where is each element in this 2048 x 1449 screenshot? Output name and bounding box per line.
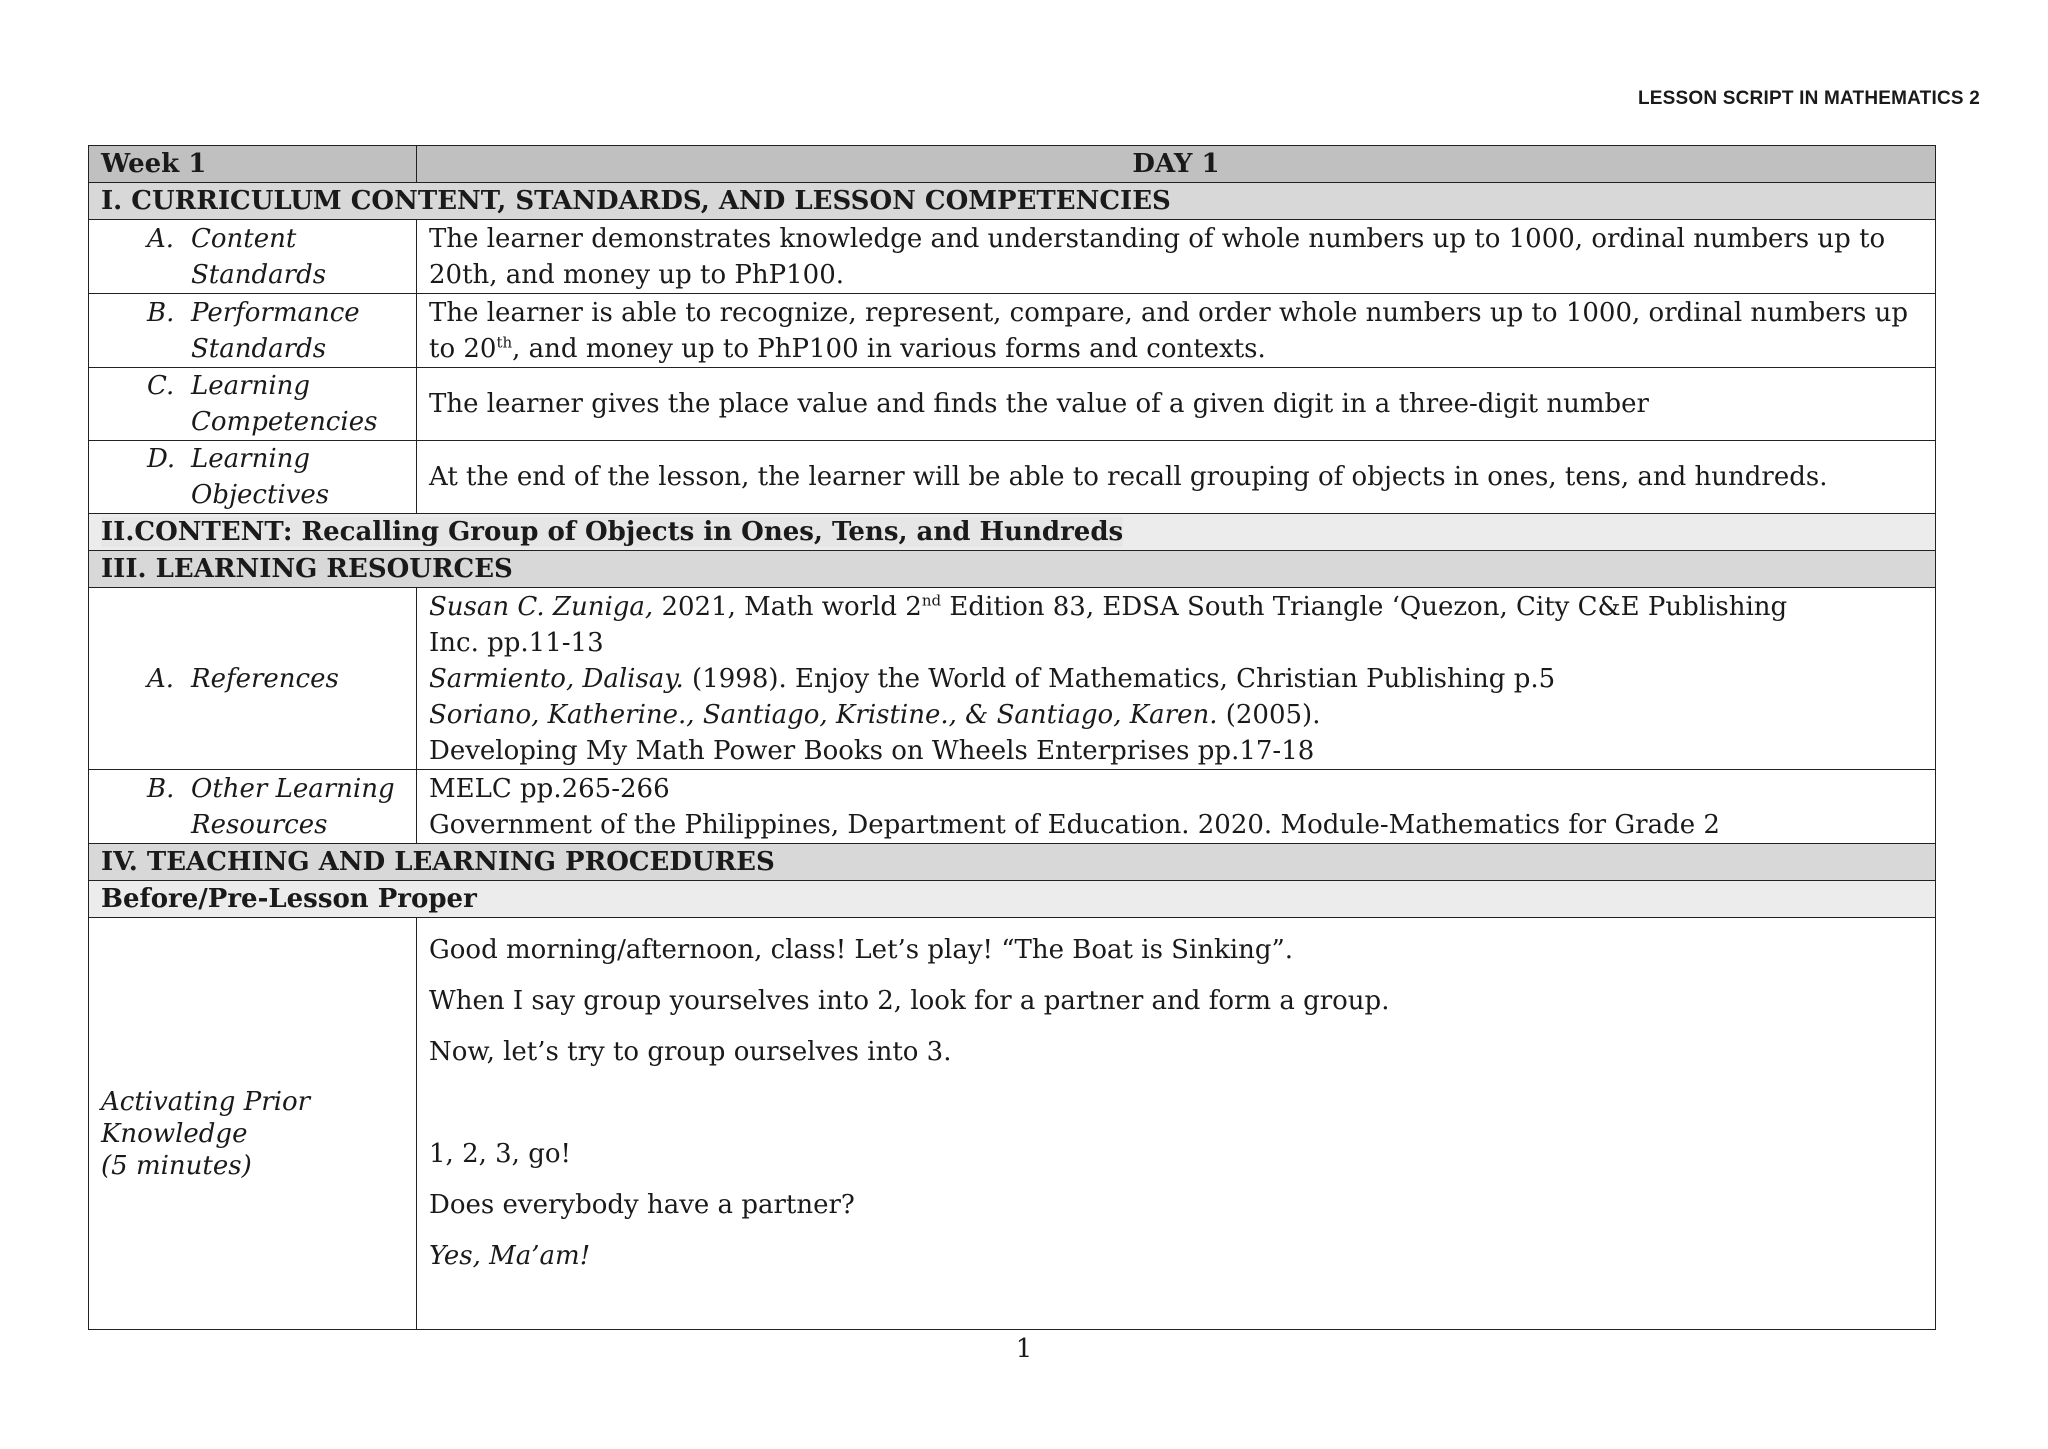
row-letter: A. [147, 223, 175, 254]
row-content [417, 220, 1936, 294]
content-line [429, 331, 1923, 367]
row-label [89, 220, 417, 294]
row-label [89, 294, 417, 368]
content-line: 20th, and money up to PhP100. [429, 259, 844, 290]
table-row [89, 918, 1936, 1330]
section-row [89, 514, 1936, 551]
week-cell: Week 1 [89, 146, 417, 183]
reference-line: Developing My Math Power Books on Wheels Enterprises pp.17-18 [429, 735, 1315, 766]
table-row [89, 368, 1936, 441]
reference-line [429, 697, 1923, 733]
script-line: 1, 2, 3, go! [429, 1139, 571, 1169]
row-label [89, 770, 417, 844]
page-number: 1 [1015, 1334, 1033, 1364]
content-line: The learner is able to recognize, represent, compare, and order whole numbers up to 1000, ordinal numbers up [429, 297, 1909, 328]
table-row [89, 588, 1936, 770]
label-line: Activating Prior [101, 1086, 311, 1117]
row-content: At the end of the lesson, the learner will be able to recall grouping of objects in ones, tens, and hundreds. [417, 441, 1936, 514]
row-content [417, 294, 1936, 368]
table-row [89, 770, 1936, 844]
label-line: Learning [191, 444, 311, 474]
script-line: Good morning/afternoon, class! Let’s play! “The Boat is Sinking”. [429, 935, 1294, 965]
reference-line [429, 589, 1923, 625]
references-content [417, 588, 1936, 770]
reference-author: Sarmiento, Dalisay. [429, 663, 684, 694]
row-letter: C. [147, 371, 175, 401]
label-line: Performance [191, 297, 360, 328]
table-row [89, 220, 1936, 294]
section-title-procedures: IV. TEACHING AND LEARNING PROCEDURES [89, 844, 1936, 881]
row-letter: B. [147, 297, 175, 328]
label-line: Competencies [191, 407, 378, 437]
superscript: nd [921, 590, 942, 609]
reference-author: Susan C. Zuniga, [429, 591, 654, 622]
label-line: Content [191, 223, 297, 254]
script-line: Now, let’s try to group ourselves into 3. [429, 1037, 952, 1067]
section-title-resources: III. LEARNING RESOURCES [89, 551, 1936, 588]
reference-line: Inc. pp.11-13 [429, 627, 604, 658]
label-line: Standards [191, 333, 327, 364]
row-letter: D. [147, 444, 176, 474]
table-row [89, 294, 1936, 368]
table-header-row [89, 146, 1936, 183]
row-letter: B. [147, 773, 175, 804]
label-line: References [191, 663, 339, 694]
reference-line [429, 661, 1923, 697]
reference-author: Soriano, Katherine., Santiago, Kristine., & Santiago, Karen. [429, 699, 1218, 730]
text-fragment: to 20 [429, 333, 497, 364]
row-label [89, 441, 417, 514]
content-line: MELC pp.265-266 [429, 773, 670, 804]
content-line: The learner demonstrates knowledge and understanding of whole numbers up to 1000, ordinal numbers up to [429, 223, 1886, 254]
label-line: Standards [191, 259, 327, 290]
text-fragment: (1998). Enjoy the World of Mathematics, Christian Publishing p.5 [683, 663, 1556, 694]
label-line: Learning [191, 371, 311, 401]
section-title-curriculum: I. CURRICULUM CONTENT, STANDARDS, AND LESSON COMPETENCIES [89, 183, 1936, 220]
activity-label [89, 918, 417, 1330]
day-cell: DAY 1 [417, 146, 1936, 183]
section-row [89, 844, 1936, 881]
section-title-content [89, 514, 1936, 551]
superscript: th [496, 332, 513, 351]
text-fragment: Edition 83, EDSA South Triangle ‘Quezon, City C&E Publishing [941, 591, 1788, 622]
row-label [89, 368, 417, 441]
content-line: Government of the Philippines, Department of Education. 2020. Module-Mathematics for Grade 2 [429, 809, 1720, 840]
row-content [417, 770, 1936, 844]
script-line: When I say group yourselves into 2, look for a partner and form a group. [429, 986, 1390, 1016]
section-row [89, 551, 1936, 588]
label-line: Other Learning [191, 773, 395, 804]
subsection-title-pre-lesson: Before/Pre-Lesson Proper [89, 881, 1936, 918]
text-fragment: (2005). [1217, 699, 1321, 730]
document-header-title: LESSON SCRIPT IN MATHEMATICS 2 [1637, 88, 1980, 109]
row-label [89, 588, 417, 770]
table-row [89, 441, 1936, 514]
text-fragment: , and money up to PhP100 in various forms and contexts. [512, 333, 1266, 364]
label-line: (5 minutes) [101, 1150, 252, 1181]
label-line: Knowledge [101, 1118, 248, 1149]
label-line: Objectives [191, 480, 330, 510]
lesson-plan-table [88, 145, 1936, 1330]
text-fragment: 2021, Math world 2 [653, 591, 922, 622]
section-row [89, 881, 1936, 918]
section-row [89, 183, 1936, 220]
row-content: The learner gives the place value and finds the value of a given digit in a three-digit number [417, 368, 1936, 441]
label-line: Resources [191, 809, 328, 840]
activity-content [417, 918, 1936, 1330]
content-title-text: II.CONTENT: Recalling Group of Objects in Ones, Tens, and Hundreds [101, 517, 1124, 547]
script-line: Does everybody have a partner? [429, 1190, 855, 1220]
row-letter: A. [147, 663, 175, 694]
script-line: Yes, Ma’am! [429, 1241, 591, 1271]
